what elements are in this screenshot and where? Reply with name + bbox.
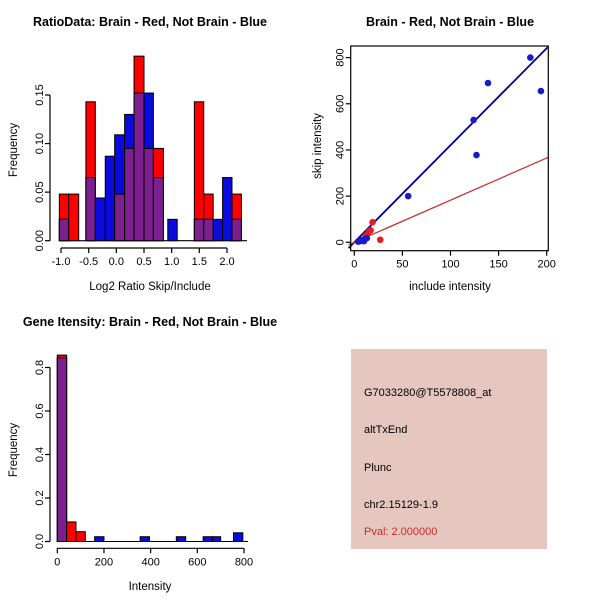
y-tick-label: 0.6 <box>33 403 46 419</box>
pval-text: Pval: 2.000000 <box>364 526 438 538</box>
y-tick-label: 0.8 <box>33 359 46 376</box>
overlap-hist-bar <box>232 219 241 240</box>
brain-fit-line <box>349 157 549 245</box>
chromosome-location-text: chr2.15129-1.9 <box>364 499 438 511</box>
gene-name-text: Plunc <box>364 461 392 474</box>
event-type-text: altTxEnd <box>364 424 408 436</box>
overlap-hist-bar <box>57 358 66 542</box>
blue-hist-bar <box>223 178 232 241</box>
ratio-histogram-xlabel: Log2 Ratio Skip/Include <box>89 281 211 293</box>
gene-intensity-histogram-ylabel: Frequency <box>8 422 20 478</box>
gene-info-box <box>351 349 547 549</box>
not-brain-blue-point <box>527 54 534 61</box>
x-tick-label: 200 <box>537 258 556 271</box>
x-tick-label: 0.5 <box>136 256 152 268</box>
overlap-hist-bar <box>204 219 213 240</box>
brain-red-point <box>367 227 374 234</box>
gene-intensity-histogram-title: Gene Itensity: Brain - Red, Not Brain - Blue <box>22 315 278 329</box>
y-tick-label: 0.2 <box>33 490 46 506</box>
blue-hist-bar <box>176 537 185 542</box>
red-hist-bar <box>76 532 85 542</box>
blue-hist-bar <box>95 198 105 241</box>
overlap-hist-bar <box>144 148 153 240</box>
x-tick-label: 2.0 <box>219 256 235 268</box>
x-tick-label: 1.5 <box>191 256 207 268</box>
not-brain-blue-point <box>538 88 545 95</box>
red-hist-bar <box>67 522 76 542</box>
x-tick-label: 0.0 <box>108 256 124 268</box>
blue-hist-bar <box>212 537 220 542</box>
ratio-histogram-title: RatioData: Brain - Red, Not Brain - Blue <box>32 15 268 29</box>
gene-intensity-histogram-plot <box>0 300 300 600</box>
not-brain-blue-point <box>473 152 480 159</box>
intensity-scatter-plot <box>300 0 600 300</box>
y-tick-label: 0 <box>334 239 347 246</box>
overlap-hist-bar <box>153 178 163 241</box>
blue-hist-bar <box>168 219 177 240</box>
x-tick-label: 50 <box>396 258 409 271</box>
x-tick-label: 800 <box>234 556 254 569</box>
x-tick-label: 0 <box>54 556 61 569</box>
brain-red-point <box>369 219 376 226</box>
y-tick-label: 0.00 <box>33 229 46 252</box>
overlap-hist-bar <box>115 194 125 241</box>
y-tick-label: 0.05 <box>33 181 46 203</box>
x-tick-label: 200 <box>94 556 114 569</box>
panel-gene-intensity-histogram <box>0 300 300 600</box>
overlap-hist-bar <box>86 178 95 241</box>
ratio-histogram-plot <box>0 0 300 300</box>
blue-hist-bar <box>233 533 242 542</box>
blue-hist-bar <box>203 537 212 542</box>
panel-ratio-histogram <box>0 0 300 300</box>
intensity-scatter-ylabel: skip intensity <box>312 113 324 179</box>
panel-gene-info <box>300 300 600 600</box>
overlap-hist-bar <box>194 219 203 240</box>
y-tick-label: 800 <box>334 48 347 67</box>
intensity-scatter-xlabel: include intensity <box>409 281 491 293</box>
y-tick-label: 600 <box>334 94 347 113</box>
gene-intensity-histogram-xlabel: Intensity <box>128 581 172 593</box>
overlap-hist-bar <box>59 219 68 240</box>
x-tick-label: -1.0 <box>51 256 71 268</box>
x-tick-label: 1.0 <box>164 256 180 268</box>
not-brain-blue-point <box>485 80 492 87</box>
y-tick-label: 200 <box>334 186 347 206</box>
not-brain-blue-point <box>470 117 477 124</box>
blue-hist-bar <box>105 156 114 241</box>
not-brain-blue-point <box>364 235 371 242</box>
overlap-hist-bar <box>125 148 134 240</box>
panel-intensity-scatter <box>300 0 600 300</box>
x-tick-label: 400 <box>141 556 160 569</box>
y-tick-label: 0.15 <box>33 84 46 106</box>
x-tick-label: -0.5 <box>79 256 99 268</box>
x-tick-label: 600 <box>188 556 207 569</box>
ratio-histogram-ylabel: Frequency <box>8 122 20 178</box>
y-tick-label: 0.4 <box>33 446 46 463</box>
x-tick-label: 150 <box>489 258 508 271</box>
red-hist-bar <box>69 194 79 241</box>
y-tick-label: 0.10 <box>33 132 46 155</box>
probe-id-text: G7033280@T5578808_at <box>364 387 492 399</box>
intensity-scatter-title: Brain - Red, Not Brain - Blue <box>365 15 535 29</box>
overlap-hist-bar <box>134 93 144 241</box>
blue-hist-bar <box>213 219 222 240</box>
brain-red-point <box>377 236 384 243</box>
x-tick-label: 100 <box>441 258 460 271</box>
blue-hist-bar <box>95 537 104 542</box>
not-brain-fit-line <box>349 47 548 248</box>
not-brain-blue-point <box>405 193 412 200</box>
x-tick-label: 0 <box>351 258 358 271</box>
blue-hist-bar <box>140 537 149 542</box>
y-tick-label: 0.0 <box>33 533 46 550</box>
y-tick-label: 400 <box>334 140 347 160</box>
